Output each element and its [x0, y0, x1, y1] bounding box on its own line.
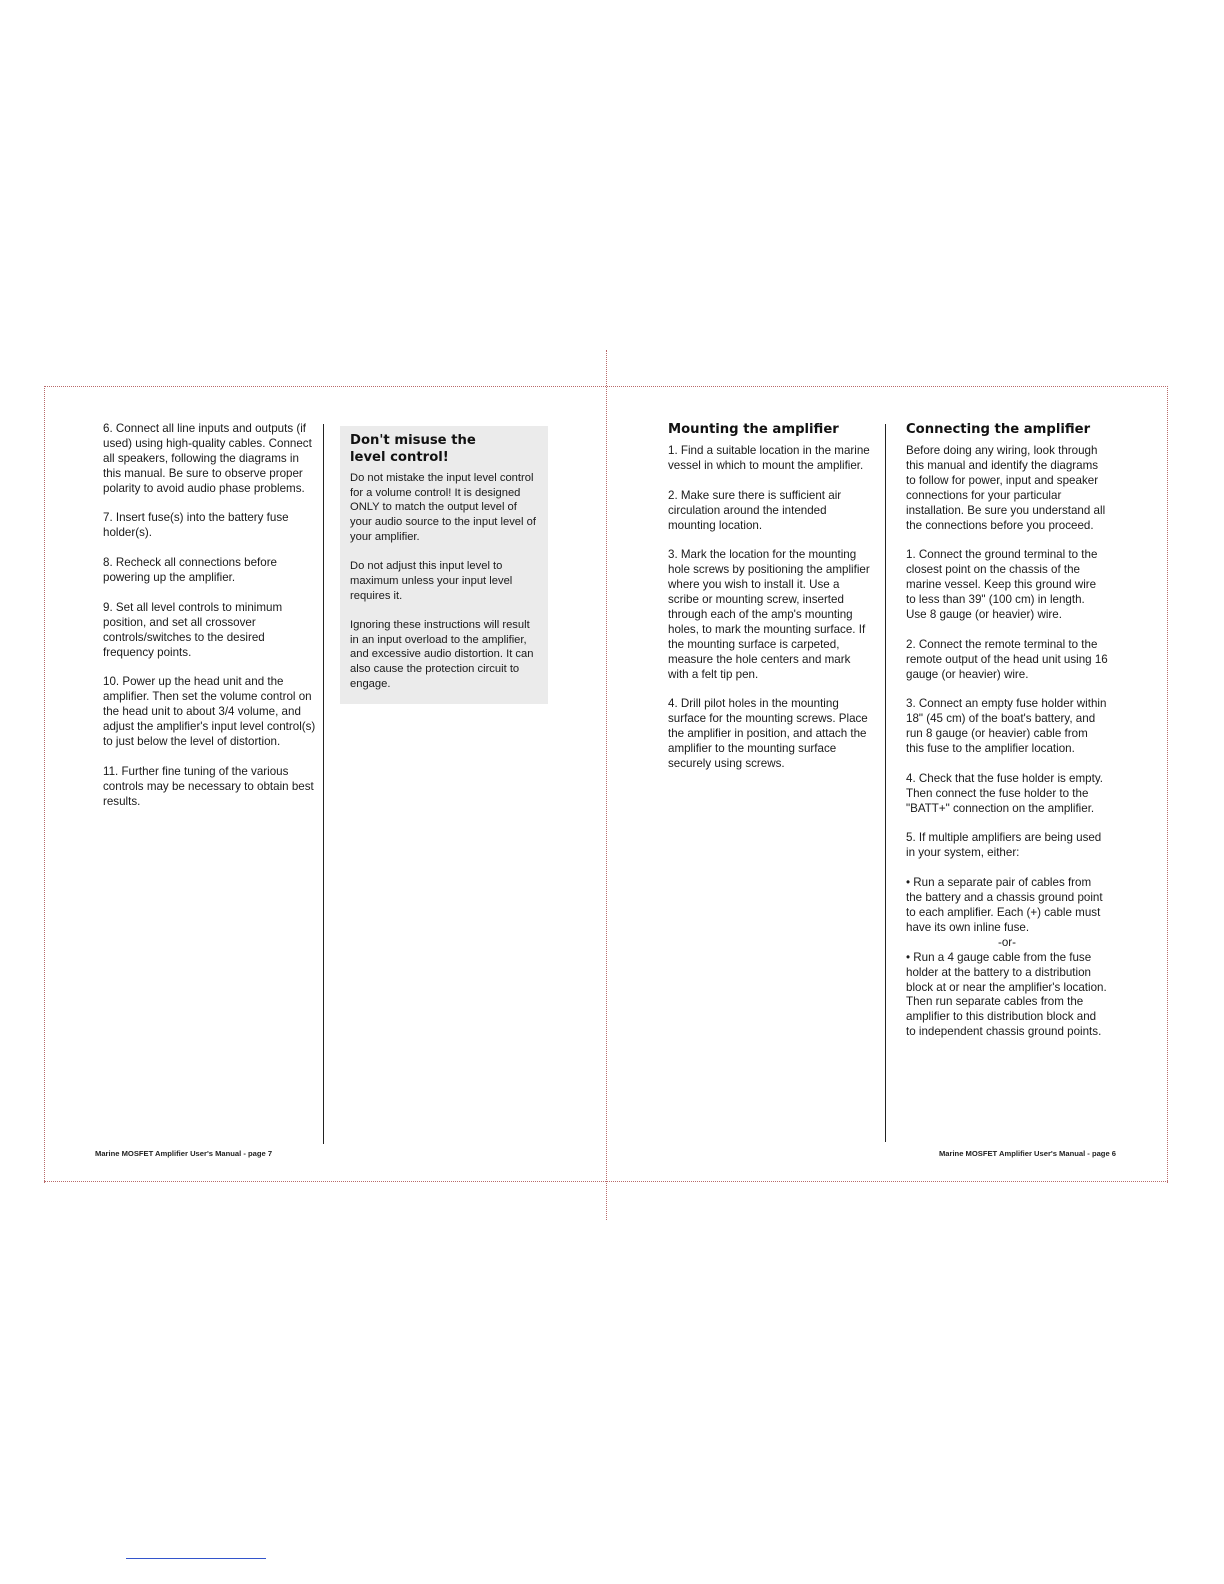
connecting-step-1: 1. Connect the ground terminal to the closest point on the chassis of the marine vessel. Keep this ground wire to less than 39" (100 cm) in length. Use 8 gauge (or heavier) wire. [906, 548, 1098, 621]
connecting-step-4: 4. Check that the fuse holder is empty. Then connect the fuse holder to the "BATT+" connection on the amplifier. [906, 771, 1103, 815]
connecting-option-b: • Run a 4 gauge cable from the fuse holder at the battery to a distribution block at or near the amplifier's location. Then run separate cables from the amplifier to this distribution block and to independent chassis ground points. [906, 950, 1107, 1039]
sidebar-title [350, 432, 538, 466]
step-9: 9. Set all level controls to minimum position, and set all crossover controls/switches to the desired frequency points. [103, 600, 283, 659]
connecting-section [906, 421, 1108, 1055]
mounting-step-3: 3. Mark the location for the mounting hole screws by positioning the amplifier where you wish to install it. Use a scribe or mounting screw, inserted through each of the amp's mounting holes, to mark the mounting surface. If the mounting surface is carpeted, measure the hole centers and mark with a felt tip pen. [668, 548, 870, 681]
sidebar-paragraph: Ignoring these instructions will result in an input overload to the amplifier, and excessive audio distortion. It can also cause the protection circuit to engage. [350, 619, 534, 690]
left-page-steps [103, 422, 317, 824]
sidebar-title-line1: Don't misuse the [350, 433, 476, 448]
fold-line-center [606, 350, 607, 1220]
mounting-step-2: 2. Make sure there is sufficient air circulation around the intended mounting location. [668, 488, 842, 532]
mounting-section [668, 421, 870, 787]
sidebar-title-line2: level control! [350, 450, 449, 465]
step-7: 7. Insert fuse(s) into the battery fuse holder(s). [103, 511, 289, 540]
step-8: 8. Recheck all connections before powering up the amplifier. [103, 556, 278, 585]
crop-line-right [1167, 386, 1168, 1183]
mounting-heading: Mounting the amplifier [668, 422, 839, 437]
connecting-intro: Before doing any wiring, look through this manual and identify the diagrams to follow for power, input and speaker connections for your particular installation. Be sure you understand all the connections before you proceed. [906, 444, 1106, 532]
sidebar-paragraph: Do not mistake the input level control for a volume control! It is designed ONLY to match the output level of your audio source to the input level of your amplifier. [350, 472, 536, 543]
mounting-step-1: 1. Find a suitable location in the marine vessel in which to mount the amplifier. [668, 444, 870, 472]
crop-line-left [44, 386, 45, 1183]
sidebar-paragraph: Do not adjust this input level to maximum unless your input level requires it. [350, 560, 513, 602]
connecting-option-a: • Run a separate pair of cables from the battery and a chassis ground point to each amplifier. Each (+) cable must have its own inline fuse. [906, 876, 1103, 934]
footer-page-6: Marine MOSFET Amplifier User's Manual - page 6 [938, 1149, 1116, 1158]
mounting-step-4: 4. Drill pilot holes in the mounting surface for the mounting screws. Place the amplifier in position, and attach the amplifier to the mounting surface securely using screws. [668, 697, 868, 770]
step-6: 6. Connect all line inputs and outputs (if used) using high-quality cables. Connect all speakers, following the diagrams in this manual. Be sure to observe proper polarity to avoid audio phase problems. [103, 422, 312, 495]
column-divider-right [885, 424, 886, 1142]
warning-sidebar [340, 426, 548, 704]
connecting-step-3: 3. Connect an empty fuse holder within 18" (45 cm) of the boat's battery, and run 8 gauge (or heavier) cable from this fuse to the amplifier location. [906, 697, 1107, 756]
step-11: 11. Further fine tuning of the various controls may be necessary to obtain best results. [103, 764, 314, 808]
stray-link-underline [126, 1558, 266, 1559]
step-10: 10. Power up the head unit and the amplifier. Then set the volume control on the head unit to about 3/4 volume, and adjust the amplifier's input level control(s) to just below the level of distortion. [103, 675, 316, 748]
footer-page-7: Marine MOSFET Amplifier User's Manual - page 7 [95, 1149, 273, 1158]
connecting-step-2: 2. Connect the remote terminal to the remote output of the head unit using 16 gauge (or heavier) wire. [906, 637, 1108, 681]
column-divider-left [323, 424, 324, 1144]
connecting-or: -or- [997, 935, 1017, 949]
connecting-step-5: 5. If multiple amplifiers are being used in your system, either: [906, 831, 1102, 860]
connecting-heading: Connecting the amplifier [906, 422, 1091, 437]
